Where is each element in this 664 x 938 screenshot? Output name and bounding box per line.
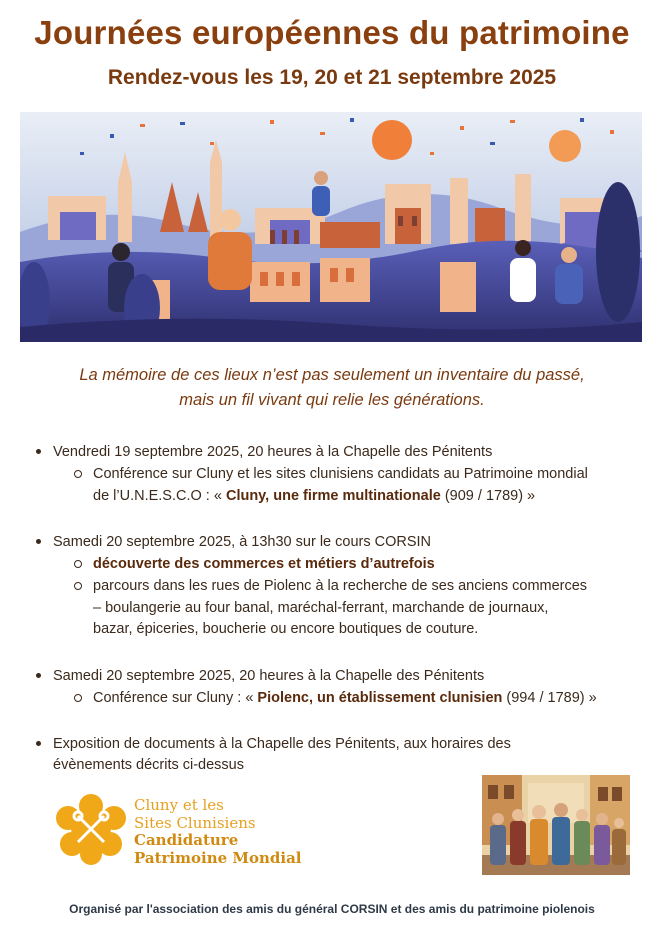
conference-title: Piolenc, un établissement clunisien — [257, 690, 503, 706]
logo-text — [134, 797, 302, 867]
bullet-icon — [36, 539, 41, 544]
heritage-illustration — [20, 112, 642, 342]
street-group-art — [482, 775, 630, 875]
text-line: Exposition de documents à la Chapelle des Pénitents, aux horaires des — [53, 736, 511, 752]
logo-line: Patrimoine Mondial — [134, 848, 302, 867]
sub-bullet-icon — [74, 470, 82, 478]
event-date: Samedi 20 septembre 2025, 20 heures à la Chapelle des Pénitents — [53, 668, 485, 684]
conference-title: Cluny, une firme multinationale — [225, 488, 441, 504]
text-segment: (909 / 1789) » — [440, 488, 536, 504]
quote-line-2: mais un fil vivant qui relie les générations. — [179, 391, 485, 409]
organizer-footer: Organisé par l'association des amis du général CORSIN et des amis du patrimoine piolenois — [69, 902, 595, 916]
event-description — [93, 688, 597, 710]
page-title: Journées européennes du patrimoine — [34, 14, 630, 51]
quote-line-1: La mémoire de ces lieux n’est pas seulement un inventaire du passé, — [79, 366, 585, 384]
cluny-flower-icon — [54, 794, 128, 866]
city-illustration-art — [20, 112, 642, 342]
event-description-line-2 — [93, 486, 535, 508]
bullet-icon — [36, 741, 41, 746]
sub-bullet-icon — [74, 560, 82, 568]
text-segment: Conférence sur Cluny : « — [93, 690, 258, 706]
event-highlight: découverte des commerces et métiers d’autrefois — [93, 556, 435, 572]
text-line: – boulangerie au four banal, maréchal-ferrant, marchande de journaux, — [93, 599, 549, 616]
text-line: parcours dans les rues de Piolenc à la recherche de ses anciens commerces — [93, 578, 588, 594]
quote — [0, 363, 664, 413]
event-description — [53, 734, 511, 776]
event-description: Conférence sur Cluny et les sites clunisiens candidats au Patrimoine mondial — [93, 466, 588, 482]
bullet-icon — [36, 673, 41, 678]
event-date: Samedi 20 septembre 2025, à 13h30 sur le cours CORSIN — [53, 534, 432, 550]
text-segment: de l’U.N.E.S.C.O : « — [93, 488, 226, 504]
event-description — [93, 576, 587, 641]
bullet-icon — [36, 449, 41, 454]
logo-line: Sites Clunisiens — [134, 813, 256, 832]
people-illustration — [482, 775, 630, 875]
event-date: Vendredi 19 septembre 2025, 20 heures à la Chapelle des Pénitents — [53, 444, 493, 460]
sub-bullet-icon — [74, 694, 82, 702]
text-line: bazar, épiceries, boucherie ou encore boutiques de couture. — [93, 621, 479, 637]
page-subtitle: Rendez-vous les 19, 20 et 21 septembre 2025 — [107, 66, 557, 89]
logo-line: Candidature — [134, 831, 239, 849]
logo-line: Cluny et les — [134, 796, 224, 814]
text-segment: (994 / 1789) » — [502, 690, 597, 706]
sub-bullet-icon — [74, 582, 82, 590]
text-line: évènements décrits ci-dessus — [53, 757, 244, 773]
cluny-candidature-logo — [54, 794, 324, 866]
